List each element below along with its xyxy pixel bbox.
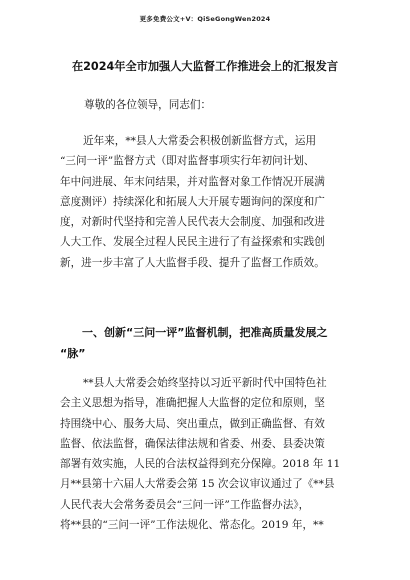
text-line: 月**县第十六届人大常委会第 15 次会议审议通过了《**县 <box>60 478 335 491</box>
heading-line: “脉” <box>60 347 86 360</box>
text-line: 将**县的“三问一评”工作法规化、常态化。2019 年，** <box>60 519 324 532</box>
text-line: 部署有效实施，人民的合法权益得到充分保障。2018 年 11 <box>60 458 341 471</box>
paragraph-intro <box>60 131 355 273</box>
top-banner: 更多免费公文+V：QiSeGongWen2024 <box>139 15 271 23</box>
text-line: 新，进一步丰富了人大监督手段、提升了监督工作质效。 <box>60 256 325 269</box>
text-line: 度，对新时代坚持和完善人民代表大会制度、加强和改进 <box>60 216 325 229</box>
text-line: 会主义思想为指导，准确把握人大监督的定位和原则，坚 <box>60 397 325 410</box>
text-line: 人民代表大会常务委员会“三问一评”工作监督办法》， <box>60 498 310 511</box>
text-line: “三问一评”监督方式（即对监督事项实行年初问计划、 <box>60 155 315 168</box>
salutation: 尊敬的各位领导，同志们： <box>84 99 212 111</box>
document-title: 在2024年全市加强人大监督工作推进会上的汇报发言 <box>71 60 339 73</box>
text-line: 监督、依法监督，确保法律法规和省委、州委、县委决策 <box>60 437 325 450</box>
text-line: 人大工作、发展全过程人民民主进行了有益探索和实践创 <box>60 236 325 249</box>
text-line: 年中问进展、年末问结果，并对监督对象工作情况开展满 <box>60 175 325 188</box>
text-line: 意度测评）持续深化和拓展人大开展专题询问的深度和广 <box>60 195 325 208</box>
text-line: 近年来，**县人大常委会积极创新监督方式，运用 <box>83 135 317 147</box>
section-heading-1 <box>60 322 360 364</box>
heading-line: 一、创新“三问一评”监督机制，把准高质量发展之 <box>82 326 328 339</box>
text-line: **县人大常委会始终坚持以习近平新时代中国特色社 <box>83 377 327 389</box>
paragraph-section-1 <box>60 373 355 535</box>
text-line: 持围绕中心、服务大局、突出重点，做到正确监督、有效 <box>60 417 325 430</box>
